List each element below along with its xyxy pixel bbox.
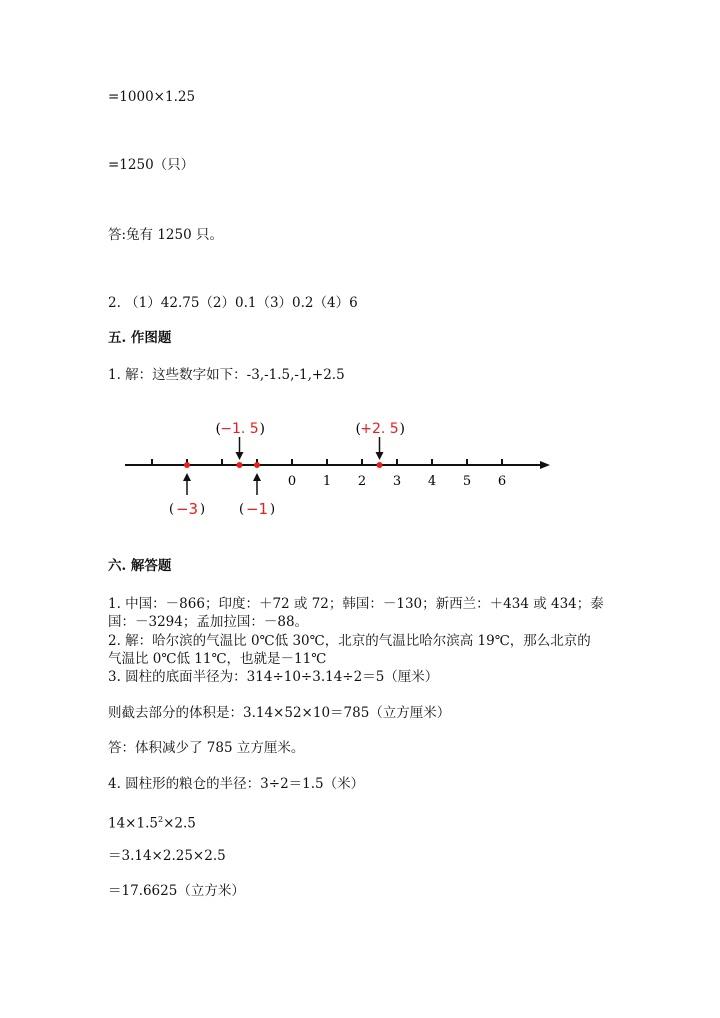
answer-line: 则截去部分的体积是：3.14×52×10＝785（立方厘米） xyxy=(108,705,451,721)
number-line xyxy=(0,410,720,520)
number-point xyxy=(184,462,190,468)
answer-line: 2. （1）42.75（2）0.1（3）0.2（4）6 xyxy=(108,295,358,311)
paren: ( xyxy=(355,421,361,437)
answer-line: 气温比 0℃低 11℃，也就是－11℃ xyxy=(108,651,327,667)
calc-line: =1250（只） xyxy=(108,157,195,173)
tick-label: 2 xyxy=(357,474,367,489)
exponent: 2 xyxy=(157,815,164,824)
calc-line: =1000×1.25 xyxy=(108,89,196,105)
section-heading: 五. 作图题 xyxy=(108,330,172,346)
arrow-down-icon xyxy=(236,452,244,460)
point-label: −1. 5 xyxy=(220,421,259,437)
answer-line: 国：－3294；孟加拉国：－88。 xyxy=(108,614,309,630)
tick-label: 5 xyxy=(462,474,472,489)
answer-line: 答:兔有 1250 只。 xyxy=(108,227,223,243)
axis-arrow-icon xyxy=(540,461,550,469)
answer-line: 2. 解：哈尔滨的气温比 0℃低 30℃，北京的气温比哈尔滨高 19℃，那么北京的 xyxy=(108,633,591,649)
paren: ) xyxy=(399,421,405,437)
tick-label: 4 xyxy=(427,474,437,489)
paren: ( xyxy=(239,502,245,517)
answer-line: 1. 中国：－866；印度：＋72 或 72；韩国：－130；新西兰：＋434 或 434；泰 xyxy=(108,596,604,612)
point-label: +2. 5 xyxy=(360,421,399,437)
number-point xyxy=(377,462,383,468)
answer-line: 答：体积减少了 785 立方厘米。 xyxy=(108,740,305,756)
answer-line: 1. 解：这些数字如下：-3,-1.5,-1,+2.5 xyxy=(108,367,345,383)
calc-part: ×2.5 xyxy=(163,815,196,832)
tick-label: 6 xyxy=(497,474,507,489)
calc-part: 14×1.5 xyxy=(108,815,158,832)
paren: ) xyxy=(259,421,265,437)
tick-label: 3 xyxy=(392,474,402,489)
answer-line: 4. 圆柱形的粮仓的半径：3÷2＝1.5（米） xyxy=(108,776,365,792)
arrow-up-icon xyxy=(253,473,261,481)
calc-line xyxy=(108,811,196,833)
point-label: −1 xyxy=(245,500,269,518)
tick-label: 0 xyxy=(287,474,297,489)
arrow-down-icon xyxy=(376,452,384,460)
paren: ) xyxy=(270,502,276,517)
section-heading: 六. 解答题 xyxy=(108,558,172,574)
paren: ( xyxy=(169,502,175,517)
calc-line: ＝17.6625（立方米） xyxy=(108,883,245,899)
answer-line: 3. 圆柱的底面半径为：314÷10÷3.14÷2＝5（厘米） xyxy=(108,669,439,685)
tick-label: 1 xyxy=(322,474,332,489)
paren: ( xyxy=(215,421,221,437)
number-point xyxy=(254,462,260,468)
paren: ) xyxy=(200,502,206,517)
arrow-up-icon xyxy=(183,473,191,481)
calc-line: ＝3.14×2.25×2.5 xyxy=(108,848,226,864)
number-point xyxy=(237,462,243,468)
point-label: −3 xyxy=(175,500,199,518)
